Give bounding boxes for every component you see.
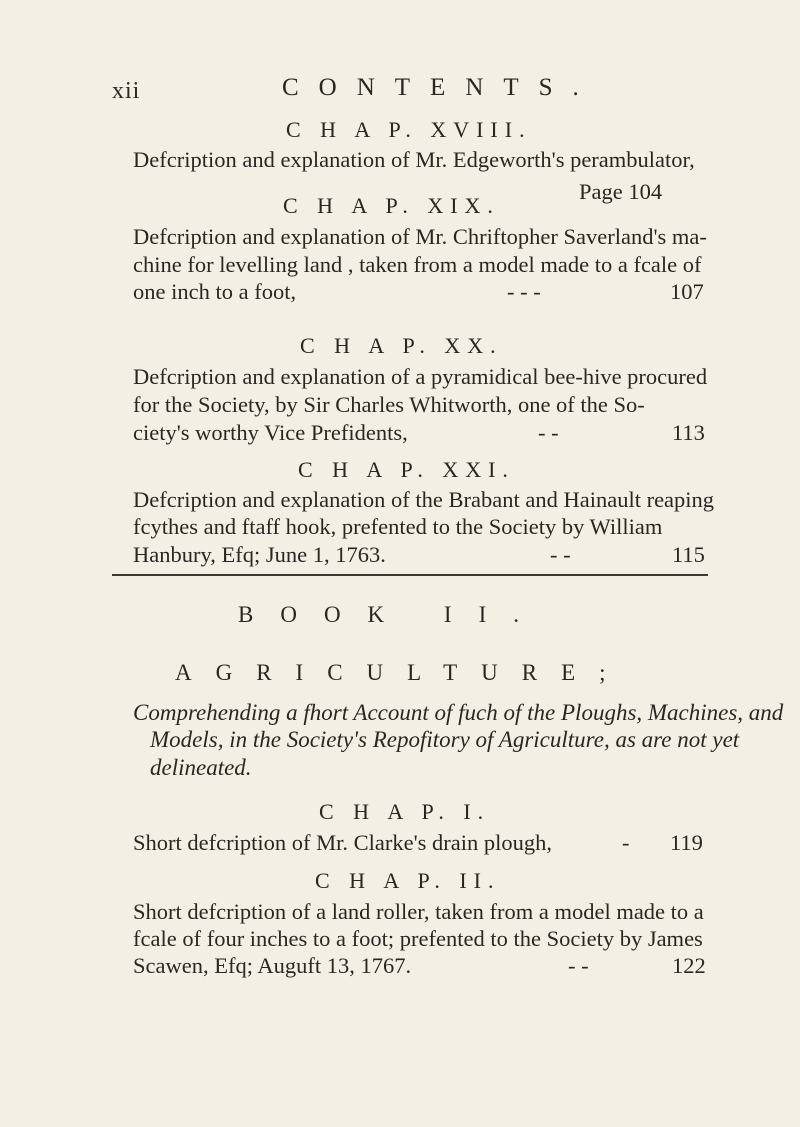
book-description-line-1: Comprehending a fhort Account of fuch of the Ploughs, Machines, and — [133, 700, 784, 725]
chapter-20-dashes: - - — [538, 420, 559, 445]
chapter-20-line-2: for the Society, by Sir Charles Whitworth, one of the So- — [133, 392, 645, 417]
chapter-19-page: 107 — [670, 279, 704, 304]
page-title: CONTENTS. — [282, 74, 599, 101]
chapter-heading-19: C H A P. XIX. — [283, 193, 500, 218]
section-divider — [112, 574, 708, 576]
chapter-21-dashes: - - — [550, 542, 571, 567]
book-chapter-heading-2: C H A P. II. — [315, 868, 501, 893]
book-chapter-2-line-1: Short defcription of a land roller, taken from a model made to a — [133, 899, 704, 924]
book-chapter-2-line-2: fcale of four inches to a foot; prefented to the Society by James — [133, 926, 703, 951]
chapter-20-line-1: Defcription and explanation of a pyramidical bee-hive procured — [133, 364, 708, 389]
chapter-heading-18: C H A P. XVIII. — [286, 117, 532, 142]
chapter-19-line-1: Defcription and explanation of Mr. Chriftopher Saverland's ma- — [133, 224, 707, 249]
chapter-heading-20: C H A P. XX. — [300, 333, 503, 358]
book-description-line-2: Models, in the Society's Repofitory of Agriculture, as are not yet — [150, 727, 740, 752]
chapter-18-line-1: Defcription and explanation of Mr. Edgeworth's perambulator, — [133, 147, 695, 172]
book-subject: AGRICULTURE; — [175, 660, 630, 685]
chapter-21-line-1: Defcription and explanation of the Brabant and Hainault reaping — [133, 487, 715, 512]
chapter-19-line-2: chine for levelling land , taken from a model made to a fcale of — [133, 252, 702, 277]
chapter-20-page: 113 — [672, 420, 705, 445]
book-title: BOOK II. — [238, 602, 546, 627]
chapter-21-line-2: fcythes and ftaff hook, prefented to the Society by William — [133, 514, 663, 539]
page-numeral: xii — [112, 78, 141, 104]
chapter-20-line-3: ciety's worthy Vice Prefidents, — [133, 420, 408, 445]
chapter-21-page: 115 — [672, 542, 705, 567]
book-chapter-1-line-1: Short defcription of Mr. Clarke's drain plough, — [133, 830, 552, 855]
book-chapter-2-dashes: - - — [568, 953, 589, 978]
book-chapter-1-dashes: - — [622, 830, 630, 855]
chapter-19-line-3: one inch to a foot, — [133, 279, 297, 304]
book-chapter-2-line-3: Scawen, Efq; Auguft 13, 1767. — [133, 953, 412, 978]
book-chapter-1-page: 119 — [670, 830, 703, 855]
book-chapter-heading-1: C H A P. I. — [319, 799, 491, 824]
book-chapter-2-page: 122 — [672, 953, 706, 978]
chapter-18-page: Page 104 — [579, 179, 663, 204]
chapter-21-line-3: Hanbury, Efq; June 1, 1763. — [133, 542, 386, 567]
chapter-heading-21: C H A P. XXI. — [298, 457, 515, 482]
chapter-19-dashes: - - - — [507, 279, 541, 304]
book-description-line-3: delineated. — [150, 755, 252, 780]
